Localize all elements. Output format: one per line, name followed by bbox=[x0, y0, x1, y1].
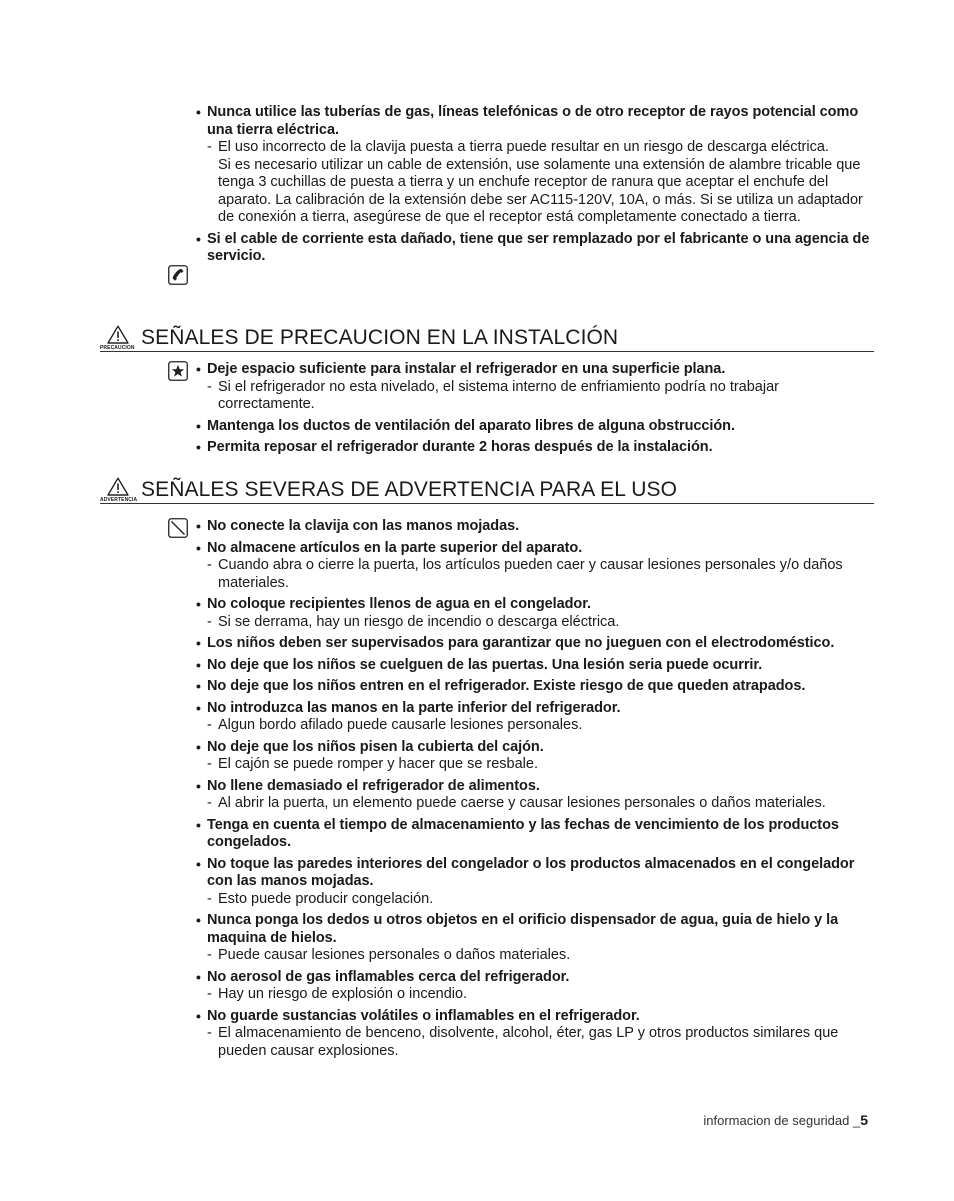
bullet-main-text: Nunca utilice las tuberías de gas, líneas telefónicas o de otro receptor de rayos potencial como una tierra eléctrica. bbox=[207, 104, 859, 138]
section-title: SEÑALES SEVERAS DE ADVERTENCIA PARA EL USO bbox=[141, 478, 678, 501]
section-header-precaucion bbox=[100, 325, 874, 352]
bullet-item bbox=[196, 739, 872, 774]
bullet-dot: • bbox=[196, 678, 201, 694]
star-icon bbox=[168, 361, 188, 381]
bullet-item bbox=[196, 700, 872, 735]
bullet-main-text: Mantenga los ductos de ventilación del aparato libres de alguna obstrucción. bbox=[207, 417, 735, 434]
bullet-main-text: No deje que los niños se cuelguen de las puertas. Una lesión seria puede ocurrir. bbox=[207, 656, 763, 673]
bullet-main-text: No deje que los niños entren en el refrigerador. Existe riesgo de que queden atrapados. bbox=[207, 678, 806, 694]
bullet-dot: • bbox=[196, 596, 201, 612]
warning-icon-label: ADVERTENCIA bbox=[100, 497, 138, 503]
section1-bullets bbox=[196, 361, 872, 457]
bullet-sub-text: - El uso incorrecto de la clavija puesta a tierra puede resultar en un riesgo de descarga eléctrica. bbox=[207, 139, 829, 155]
page-footer bbox=[703, 1112, 868, 1128]
bullet-dot: • bbox=[196, 104, 201, 120]
bullet-sub-text: - Puede causar lesiones personales o daños materiales. bbox=[207, 947, 571, 963]
warning-triangle-icon bbox=[100, 325, 134, 351]
bullet-item bbox=[196, 418, 872, 436]
bullet-dot: • bbox=[196, 738, 201, 755]
bullet-dot: • bbox=[196, 968, 201, 985]
bullet-sub-text: - El almacenamiento de benceno, disolvente, alcohol, éter, gas LP y otros productos similares que pueden causar explosiones. bbox=[207, 1025, 839, 1059]
bullet-dot: • bbox=[196, 699, 201, 716]
footer-text: informacion de seguridad _ bbox=[703, 1113, 861, 1128]
bullet-item bbox=[196, 104, 872, 227]
bullet-dot: • bbox=[196, 912, 201, 928]
bullet-item bbox=[196, 657, 872, 675]
bullet-sub-text: - Si se derrama, hay un riesgo de incendio o descarga eléctrica. bbox=[207, 613, 620, 630]
bullet-main-text: No aerosol de gas inflamables cerca del refrigerador. bbox=[207, 968, 570, 985]
bullet-sub-text: - Cuando abra o cierre la puerta, los artículos pueden caer y causar lesiones personales y/o daños materiales. bbox=[207, 557, 843, 591]
bullet-sub-text: - Si el refrigerador no esta nivelado, el sistema interno de enfriamiento podría no trabajar correctamente. bbox=[207, 378, 779, 412]
section-title: SEÑALES DE PRECAUCION EN LA INSTALCIÓN bbox=[141, 326, 619, 349]
bullet-main-text: Tenga en cuenta el tiempo de almacenamiento y las fechas de vencimiento de los productos congelados. bbox=[207, 816, 839, 850]
phone-icon bbox=[168, 265, 188, 285]
bullet-dot: • bbox=[196, 361, 201, 377]
page-number: 5 bbox=[860, 1112, 868, 1128]
bullet-main-text: No guarde sustancias volátiles o inflamables en el refrigerador. bbox=[207, 1007, 640, 1024]
top-bullets bbox=[196, 104, 872, 266]
prohibit-icon bbox=[168, 518, 188, 538]
bullet-item bbox=[196, 912, 872, 965]
bullet-main-text: Nunca ponga los dedos u otros objetos en el orificio dispensador de agua, guia de hielo y la maquina de hielos. bbox=[207, 912, 839, 946]
bullet-sub-text: - Hay un riesgo de explosión o incendio. bbox=[207, 986, 468, 1002]
bullet-main-text: No introduzca las manos en la parte inferior del refrigerador. bbox=[207, 699, 621, 716]
bullet-main-text: Deje espacio suficiente para instalar el refrigerador en una superficie plana. bbox=[207, 361, 726, 377]
bullet-main-text: No coloque recipientes llenos de agua en el congelador. bbox=[207, 596, 592, 612]
bullet-dot: • bbox=[196, 635, 201, 651]
bullet-item bbox=[196, 231, 872, 266]
bullet-item bbox=[196, 596, 872, 631]
bullet-main-text: No llene demasiado el refrigerador de alimentos. bbox=[207, 777, 540, 794]
bullet-cont-text: Si es necesario utilizar un cable de extensión, use solamente una extensión de alambre tricable que tenga 3 cuchillas de puesta a tierra y un enchufe receptor de ranura que aceptar el enchufe del aparato. La calibración de la extensión debe ser AC115-120V, 10A, o más. Si se utiliza un adaptador de conexión a tierra, asegúrese de que el receptor está completamente conectado a tierra. bbox=[218, 156, 863, 225]
bullet-item bbox=[196, 439, 872, 457]
bullet-dot: • bbox=[196, 656, 201, 673]
bullet-main-text: No conecte la clavija con las manos mojadas. bbox=[207, 518, 520, 534]
bullet-item bbox=[196, 635, 872, 653]
bullet-item bbox=[196, 540, 872, 593]
bullet-main-text: No deje que los niños pisen la cubierta del cajón. bbox=[207, 738, 544, 755]
bullet-sub-text: - Algun bordo afilado puede causarle lesiones personales. bbox=[207, 717, 583, 733]
warning-icon-label: PRECAUCION bbox=[100, 345, 135, 351]
bullet-item bbox=[196, 361, 872, 414]
warning-triangle-icon bbox=[100, 477, 138, 503]
bullet-sub-text: - El cajón se puede romper y hacer que se resbale. bbox=[207, 756, 538, 772]
bullet-main-text: Si el cable de corriente esta dañado, tiene que ser remplazado por el fabricante o una agencia de servicio. bbox=[207, 230, 870, 264]
bullet-sub-text: - Esto puede producir congelación. bbox=[207, 890, 434, 907]
bullet-main-text: No almacene artículos en la parte superior del aparato. bbox=[207, 539, 583, 556]
bullet-dot: • bbox=[196, 1007, 201, 1024]
bullet-main-text: No toque las paredes interiores del congelador o los productos almacenados en el congelador con las manos mojadas. bbox=[207, 855, 855, 889]
bullet-item bbox=[196, 1008, 872, 1061]
bullet-item bbox=[196, 678, 872, 696]
bullet-item bbox=[196, 817, 872, 852]
bullet-item bbox=[196, 518, 872, 536]
bullet-main-text: Permita reposar el refrigerador durante 2 horas después de la instalación. bbox=[207, 439, 713, 455]
section-header-advertencia bbox=[100, 477, 874, 504]
bullet-dot: • bbox=[196, 230, 201, 247]
section2-bullets bbox=[196, 518, 872, 1060]
bullet-dot: • bbox=[196, 855, 201, 872]
bullet-dot: • bbox=[196, 439, 201, 455]
bullet-dot: • bbox=[196, 417, 201, 434]
bullet-dot: • bbox=[196, 816, 201, 833]
bullet-sub-text: - Al abrir la puerta, un elemento puede caerse y causar lesiones personales o daños materiales. bbox=[207, 795, 826, 811]
bullet-dot: • bbox=[196, 539, 201, 556]
bullet-dot: • bbox=[196, 777, 201, 794]
bullet-main-text: Los niños deben ser supervisados para garantizar que no jueguen con el electrodoméstico. bbox=[207, 635, 835, 651]
bullet-item bbox=[196, 856, 872, 909]
bullet-item bbox=[196, 969, 872, 1004]
bullet-dot: • bbox=[196, 518, 201, 534]
bullet-item bbox=[196, 778, 872, 813]
